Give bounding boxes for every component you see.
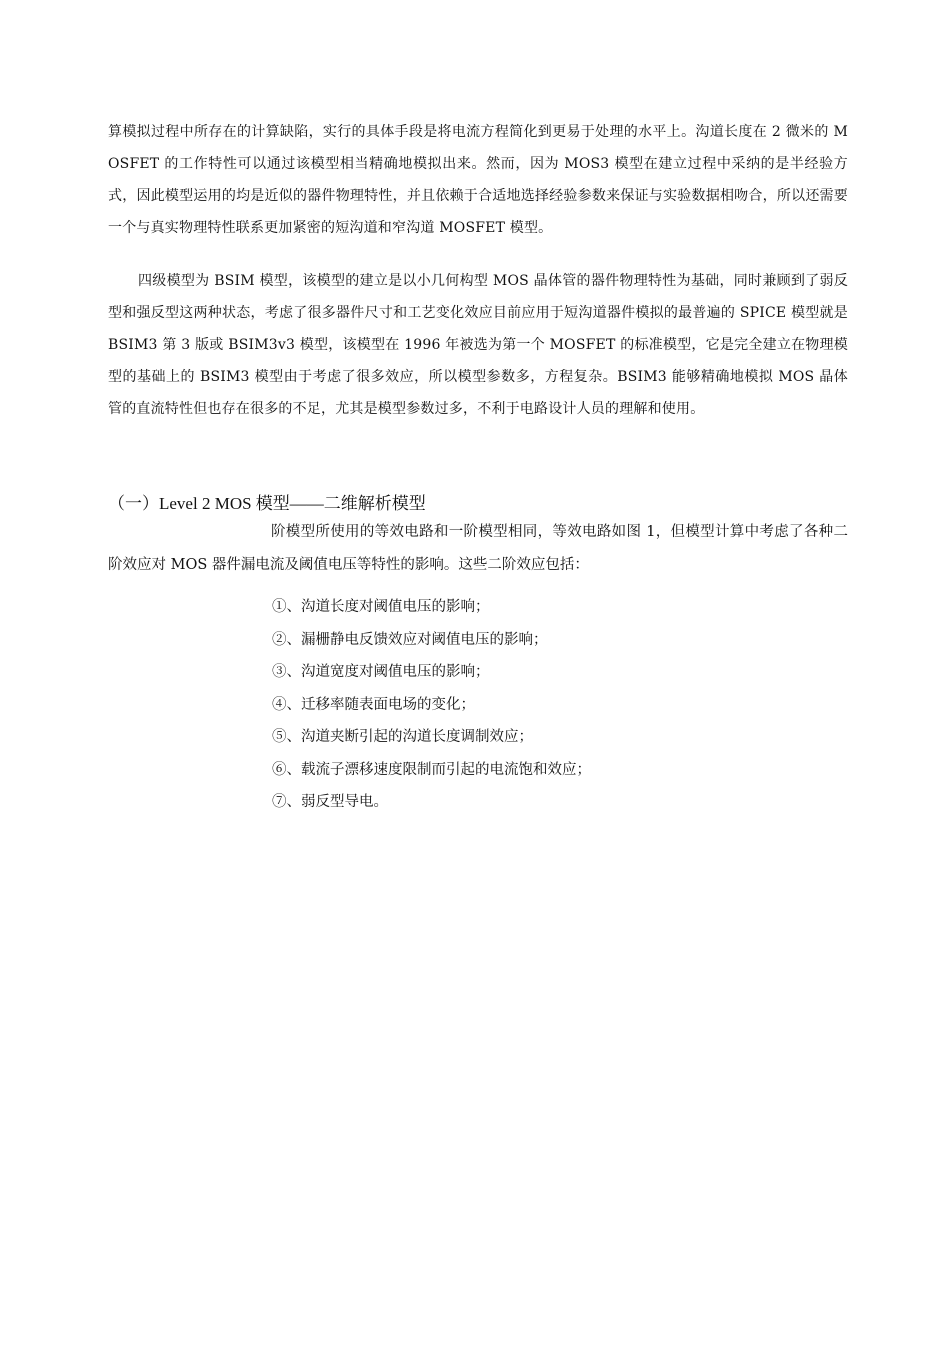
paragraph-level2-intro: 阶模型所使用的等效电路和一阶模型相同，等效电路如图 1，但模型计算中考虑了各种二阶效应对 MOS 器件漏电流及阈值电压等特性的影响。这些二阶效应包括：	[108, 524, 848, 573]
section-heading-level2-mos: （一）Level 2 MOS 模型——二维解析模型	[108, 494, 426, 513]
paragraph-bsim-model: 四级模型为 BSIM 模型，该模型的建立是以小几何构型 MOS 晶体管的器件物理特性为基础，同时兼顾到了弱反型和强反型这两种状态，考虑了很多器件尺寸和工艺变化效应目前应用于短沟道器件模拟的最普遍的 SPICE 模型就是 BSIM3 第 3 版或 BSIM3v3 模型，该模型在 1996 年被选为第一个 MOSFET 的标准模型，它是完全建立在物理模型的基础上的 BSIM3 模型由于考虑了很多效应，所以模型参数多，方程复杂。BSIM3 能够精确地模拟 MOS 晶体管的直流特性但也存在很多的不足，尤其是模型参数过多，不利于电路设计人员的理解和使用。	[108, 273, 848, 417]
second-order-effects-list	[272, 591, 591, 819]
list-item: ⑥、载流子漂移速度限制而引起的电流饱和效应；	[272, 761, 591, 778]
list-item: ⑤、沟道夹断引起的沟道长度调制效应；	[272, 729, 533, 745]
list-item: ③、沟道宽度对阈值电压的影响；	[272, 664, 490, 680]
list-item: ②、漏栅静电反馈效应对阈值电压的影响；	[272, 631, 548, 648]
list-item: ①、沟道长度对阈值电压的影响；	[272, 599, 490, 615]
list-item: ⑦、弱反型导电。	[272, 794, 388, 810]
list-item: ④、迁移率随表面电场的变化；	[272, 696, 475, 713]
paragraph-mos3-model: 算模拟过程中所存在的计算缺陷，实行的具体手段是将电流方程简化到更易于处理的水平上。沟道长度在 2 微米的 MOSFET 的工作特性可以通过该模型相当精确地模拟出来。然而，因为 MOS3 模型在建立过程中采纳的是半经验方式，因此模型运用的均是近似的器件物理特性，并且依赖于合适地选择经验参数来保证与实验数据相吻合，所以还需要一个与真实物理特性联系更加紧密的短沟道和窄沟道 MOSFET 模型。	[108, 124, 848, 236]
